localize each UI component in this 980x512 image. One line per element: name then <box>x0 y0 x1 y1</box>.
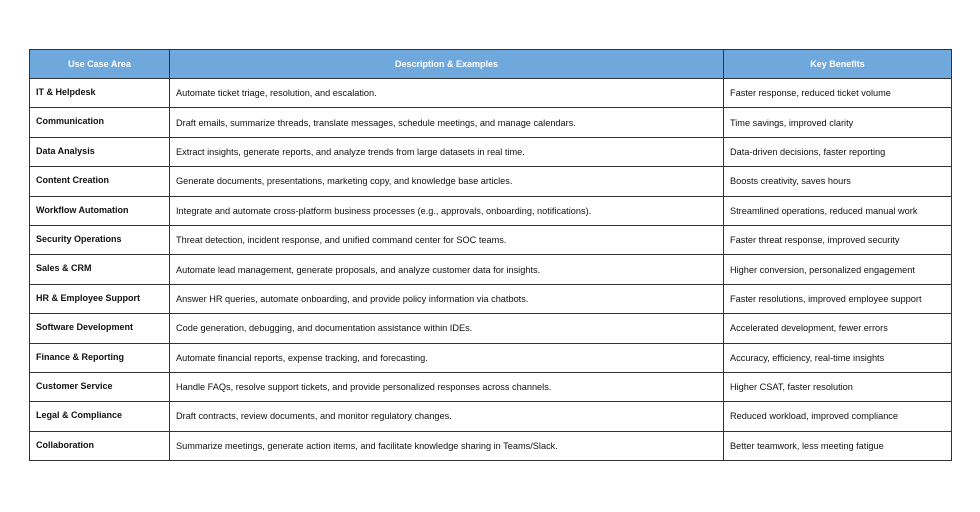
header-use-case-area: Use Case Area <box>30 50 170 79</box>
description-cell: Extract insights, generate reports, and analyze trends from large datasets in real time. <box>170 137 724 166</box>
use-case-area-cell: Workflow Automation <box>30 196 170 225</box>
description-cell: Automate ticket triage, resolution, and escalation. <box>170 79 724 108</box>
benefits-cell: Higher conversion, personalized engagement <box>724 255 952 284</box>
use-case-area-cell: Customer Service <box>30 372 170 401</box>
table-row <box>30 343 952 372</box>
benefits-cell: Better teamwork, less meeting fatigue <box>724 431 952 460</box>
description-cell: Automate lead management, generate proposals, and analyze customer data for insights. <box>170 255 724 284</box>
use-case-area-cell: Communication <box>30 108 170 137</box>
table-row <box>30 167 952 196</box>
benefits-cell: Time savings, improved clarity <box>724 108 952 137</box>
table-row <box>30 284 952 313</box>
use-case-area-cell: IT & Helpdesk <box>30 79 170 108</box>
description-cell: Threat detection, incident response, and unified command center for SOC teams. <box>170 225 724 254</box>
description-cell: Handle FAQs, resolve support tickets, and provide personalized responses across channels. <box>170 372 724 401</box>
description-cell: Answer HR queries, automate onboarding, and provide policy information via chatbots. <box>170 284 724 313</box>
use-case-area-cell: Legal & Compliance <box>30 402 170 431</box>
use-case-area-cell: HR & Employee Support <box>30 284 170 313</box>
benefits-cell: Faster response, reduced ticket volume <box>724 79 952 108</box>
benefits-cell: Reduced workload, improved compliance <box>724 402 952 431</box>
header-description: Description & Examples <box>170 50 724 79</box>
description-cell: Draft emails, summarize threads, translate messages, schedule meetings, and manage calendars. <box>170 108 724 137</box>
table-row <box>30 431 952 460</box>
benefits-cell: Accuracy, efficiency, real-time insights <box>724 343 952 372</box>
header-row <box>30 50 952 79</box>
use-case-area-cell: Finance & Reporting <box>30 343 170 372</box>
table-row <box>30 79 952 108</box>
description-cell: Summarize meetings, generate action items, and facilitate knowledge sharing in Teams/Slack. <box>170 431 724 460</box>
table-row <box>30 196 952 225</box>
table-row <box>30 225 952 254</box>
table-row <box>30 402 952 431</box>
benefits-cell: Accelerated development, fewer errors <box>724 314 952 343</box>
use-case-area-cell: Security Operations <box>30 225 170 254</box>
benefits-cell: Boosts creativity, saves hours <box>724 167 952 196</box>
description-cell: Integrate and automate cross-platform business processes (e.g., approvals, onboarding, notifications). <box>170 196 724 225</box>
description-cell: Automate financial reports, expense tracking, and forecasting. <box>170 343 724 372</box>
use-case-area-cell: Software Development <box>30 314 170 343</box>
benefits-cell: Higher CSAT, faster resolution <box>724 372 952 401</box>
description-cell: Draft contracts, review documents, and monitor regulatory changes. <box>170 402 724 431</box>
table-row <box>30 137 952 166</box>
table-row <box>30 314 952 343</box>
use-case-table <box>29 49 952 461</box>
benefits-cell: Data-driven decisions, faster reporting <box>724 137 952 166</box>
use-case-area-cell: Content Creation <box>30 167 170 196</box>
use-case-area-cell: Data Analysis <box>30 137 170 166</box>
use-case-area-cell: Collaboration <box>30 431 170 460</box>
benefits-cell: Streamlined operations, reduced manual work <box>724 196 952 225</box>
use-case-area-cell: Sales & CRM <box>30 255 170 284</box>
description-cell: Code generation, debugging, and documentation assistance within IDEs. <box>170 314 724 343</box>
description-cell: Generate documents, presentations, marketing copy, and knowledge base articles. <box>170 167 724 196</box>
benefits-cell: Faster resolutions, improved employee support <box>724 284 952 313</box>
benefits-cell: Faster threat response, improved security <box>724 225 952 254</box>
header-key-benefits: Key Benefits <box>724 50 952 79</box>
table-row <box>30 108 952 137</box>
table-row <box>30 255 952 284</box>
table-row <box>30 372 952 401</box>
